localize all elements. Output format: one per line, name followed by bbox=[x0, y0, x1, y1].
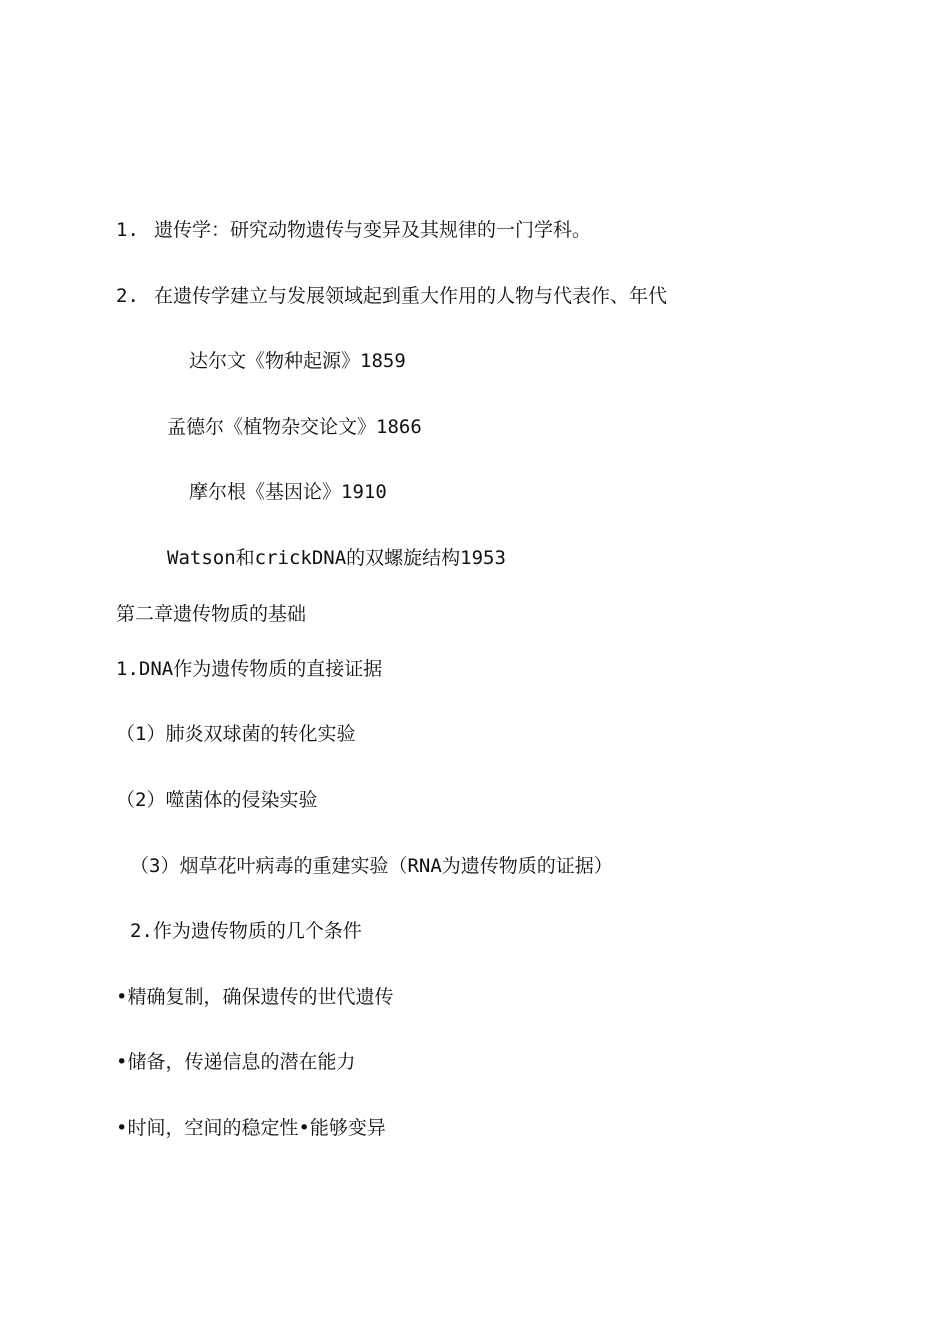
bullet-item: •精确复制，确保遗传的世代遗传 bbox=[116, 986, 394, 1008]
section-heading-1: 1.DNA作为遗传物质的直接证据 bbox=[116, 658, 383, 680]
list-item-2 bbox=[116, 284, 667, 308]
list-item-1 bbox=[116, 218, 591, 242]
experiment-item: （1）肺炎双球菌的转化实验 bbox=[116, 723, 356, 745]
figure-darwin: 达尔文《物种起源》1859 bbox=[189, 350, 406, 372]
bullet-item: •时间，空间的稳定性•能够变异 bbox=[116, 1117, 386, 1139]
definition-text: 遗传学：研究动物遗传与变异及其规律的一门学科。 bbox=[154, 219, 592, 241]
list-number: 1. bbox=[116, 219, 139, 241]
list-number: 2. bbox=[116, 285, 139, 307]
figure-watson-crick: Watson和crickDNA的双螺旋结构1953 bbox=[167, 547, 506, 569]
section-heading-2: 2.作为遗传物质的几个条件 bbox=[130, 920, 362, 942]
experiment-item: （3）烟草花叶病毒的重建实验（RNA为遗传物质的证据） bbox=[130, 855, 613, 877]
figure-mendel: 孟德尔《植物杂交论文》1866 bbox=[167, 416, 422, 438]
bullet-item: •储备，传递信息的潜在能力 bbox=[116, 1051, 356, 1073]
list-text: 在遗传学建立与发展领域起到重大作用的人物与代表作、年代 bbox=[154, 285, 668, 307]
chapter-heading: 第二章遗传物质的基础 bbox=[116, 603, 307, 625]
figure-morgan: 摩尔根《基因论》1910 bbox=[189, 481, 387, 503]
experiment-item: （2）噬菌体的侵染实验 bbox=[116, 789, 318, 811]
